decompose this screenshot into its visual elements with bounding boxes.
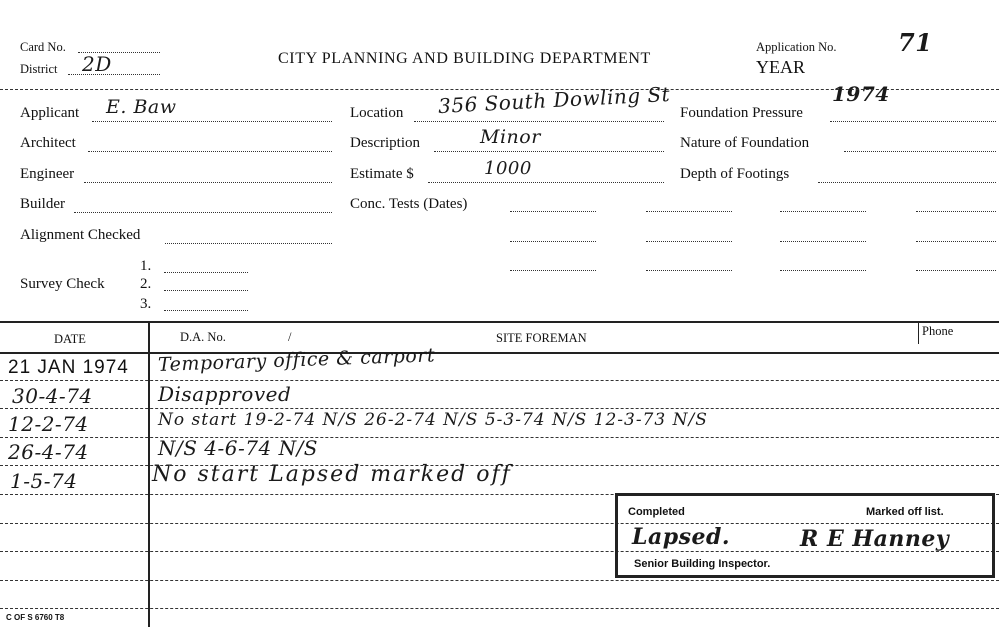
application-no-value: 71 xyxy=(898,28,933,57)
alignment-line xyxy=(165,243,332,244)
engineer-label: Engineer xyxy=(20,166,75,182)
table-row-line xyxy=(0,580,999,581)
architect-label: Architect xyxy=(20,135,76,151)
department-title: CITY PLANNING AND BUILDING DEPARTMENT xyxy=(278,50,651,67)
nature-of-foundation-line xyxy=(844,151,996,152)
application-no-label: Application No. xyxy=(756,40,837,54)
depth-of-footings-label: Depth of Footings xyxy=(680,166,790,182)
phone-header: Phone xyxy=(922,324,954,338)
table-row-date: 30-4-74 xyxy=(12,384,93,408)
builder-label: Builder xyxy=(20,196,65,212)
date-header: DATE xyxy=(54,332,86,346)
description-line xyxy=(434,151,664,152)
estimate-value: 1000 xyxy=(484,158,532,179)
nature-of-foundation-label: Nature of Foundation xyxy=(680,135,810,151)
engineer-line xyxy=(84,182,332,183)
conc-test-line xyxy=(510,211,596,212)
form-code: C OF S 6760 T8 xyxy=(6,613,65,622)
location-label: Location xyxy=(350,105,404,121)
table-header-border xyxy=(0,352,999,354)
stamp-inspector-label: Senior Building Inspector. xyxy=(634,558,771,570)
table-row-line xyxy=(0,408,999,409)
inspector-signature: R E Hanney xyxy=(800,526,950,552)
site-foreman-header: SITE FOREMAN xyxy=(496,331,587,345)
stamp-marked-off-label: Marked off list. xyxy=(866,506,944,518)
survey-item-3: 3. xyxy=(140,296,152,312)
conc-test-line xyxy=(510,241,596,242)
conc-test-line xyxy=(916,270,996,271)
estimate-line xyxy=(428,182,664,183)
stamp-handwritten-note: Lapsed. xyxy=(632,524,731,550)
builder-line xyxy=(74,212,332,213)
year-label: YEAR xyxy=(756,57,805,77)
table-row-entry: No start 19-2-74 N/S 26-2-74 N/S 5-3-74 N/S 12-3-73 N/S xyxy=(158,410,708,430)
survey-label: Survey Check xyxy=(20,276,105,292)
conc-test-line xyxy=(780,270,866,271)
survey-item-1: 1. xyxy=(140,258,152,274)
conc-test-line xyxy=(916,211,996,212)
year-value: 1974 xyxy=(832,82,890,106)
table-row-entry: N/S 4-6-74 N/S xyxy=(158,436,319,460)
conc-test-line xyxy=(646,270,732,271)
conc-test-line xyxy=(646,241,732,242)
table-row-date: 21 JAN 1974 xyxy=(8,357,129,378)
date-column-divider xyxy=(148,322,150,627)
applicant-value: E. Baw xyxy=(106,96,177,118)
conc-test-line xyxy=(646,211,732,212)
card-no-label: Card No. xyxy=(20,40,66,54)
description-label: Description xyxy=(350,135,420,151)
conc-test-line xyxy=(780,241,866,242)
survey-line-2 xyxy=(164,290,248,291)
table-row-date: 1-5-74 xyxy=(10,469,78,493)
estimate-label: Estimate $ xyxy=(350,166,414,182)
description-value: Minor xyxy=(480,126,541,148)
table-row-line xyxy=(0,380,999,381)
da-no-slash: / xyxy=(288,330,292,344)
survey-item-2: 2. xyxy=(140,276,152,292)
table-row-entry: Disapproved xyxy=(158,382,292,406)
completion-stamp xyxy=(615,493,995,578)
district-value: 2D xyxy=(82,52,112,76)
phone-column-divider xyxy=(918,322,919,344)
table-row-line xyxy=(0,608,999,609)
foundation-pressure-line xyxy=(830,121,996,122)
conc-test-line xyxy=(780,211,866,212)
survey-line-3 xyxy=(164,310,248,311)
conc-test-line xyxy=(916,241,996,242)
table-row-line xyxy=(0,437,999,438)
conc-test-line xyxy=(510,270,596,271)
table-row-date: 12-2-74 xyxy=(8,412,89,436)
location-value: 356 South Dowling St xyxy=(437,81,671,119)
table-row-entry: No start Lapsed marked off xyxy=(152,462,512,487)
location-line xyxy=(414,121,664,122)
table-row-date: 26-4-74 xyxy=(8,440,89,464)
conc-tests-label: Conc. Tests (Dates) xyxy=(350,196,468,212)
district-label: District xyxy=(20,62,58,76)
foundation-pressure-label: Foundation Pressure xyxy=(680,105,803,121)
da-no-header: D.A. No. xyxy=(180,330,226,344)
applicant-line xyxy=(92,121,332,122)
table-row-entry: Temporary office & carport xyxy=(157,344,436,376)
depth-of-footings-line xyxy=(818,182,996,183)
survey-line-1 xyxy=(164,272,248,273)
alignment-label: Alignment Checked xyxy=(20,227,141,243)
stamp-completed-label: Completed xyxy=(628,506,685,518)
architect-line xyxy=(88,151,332,152)
applicant-label: Applicant xyxy=(20,105,80,121)
